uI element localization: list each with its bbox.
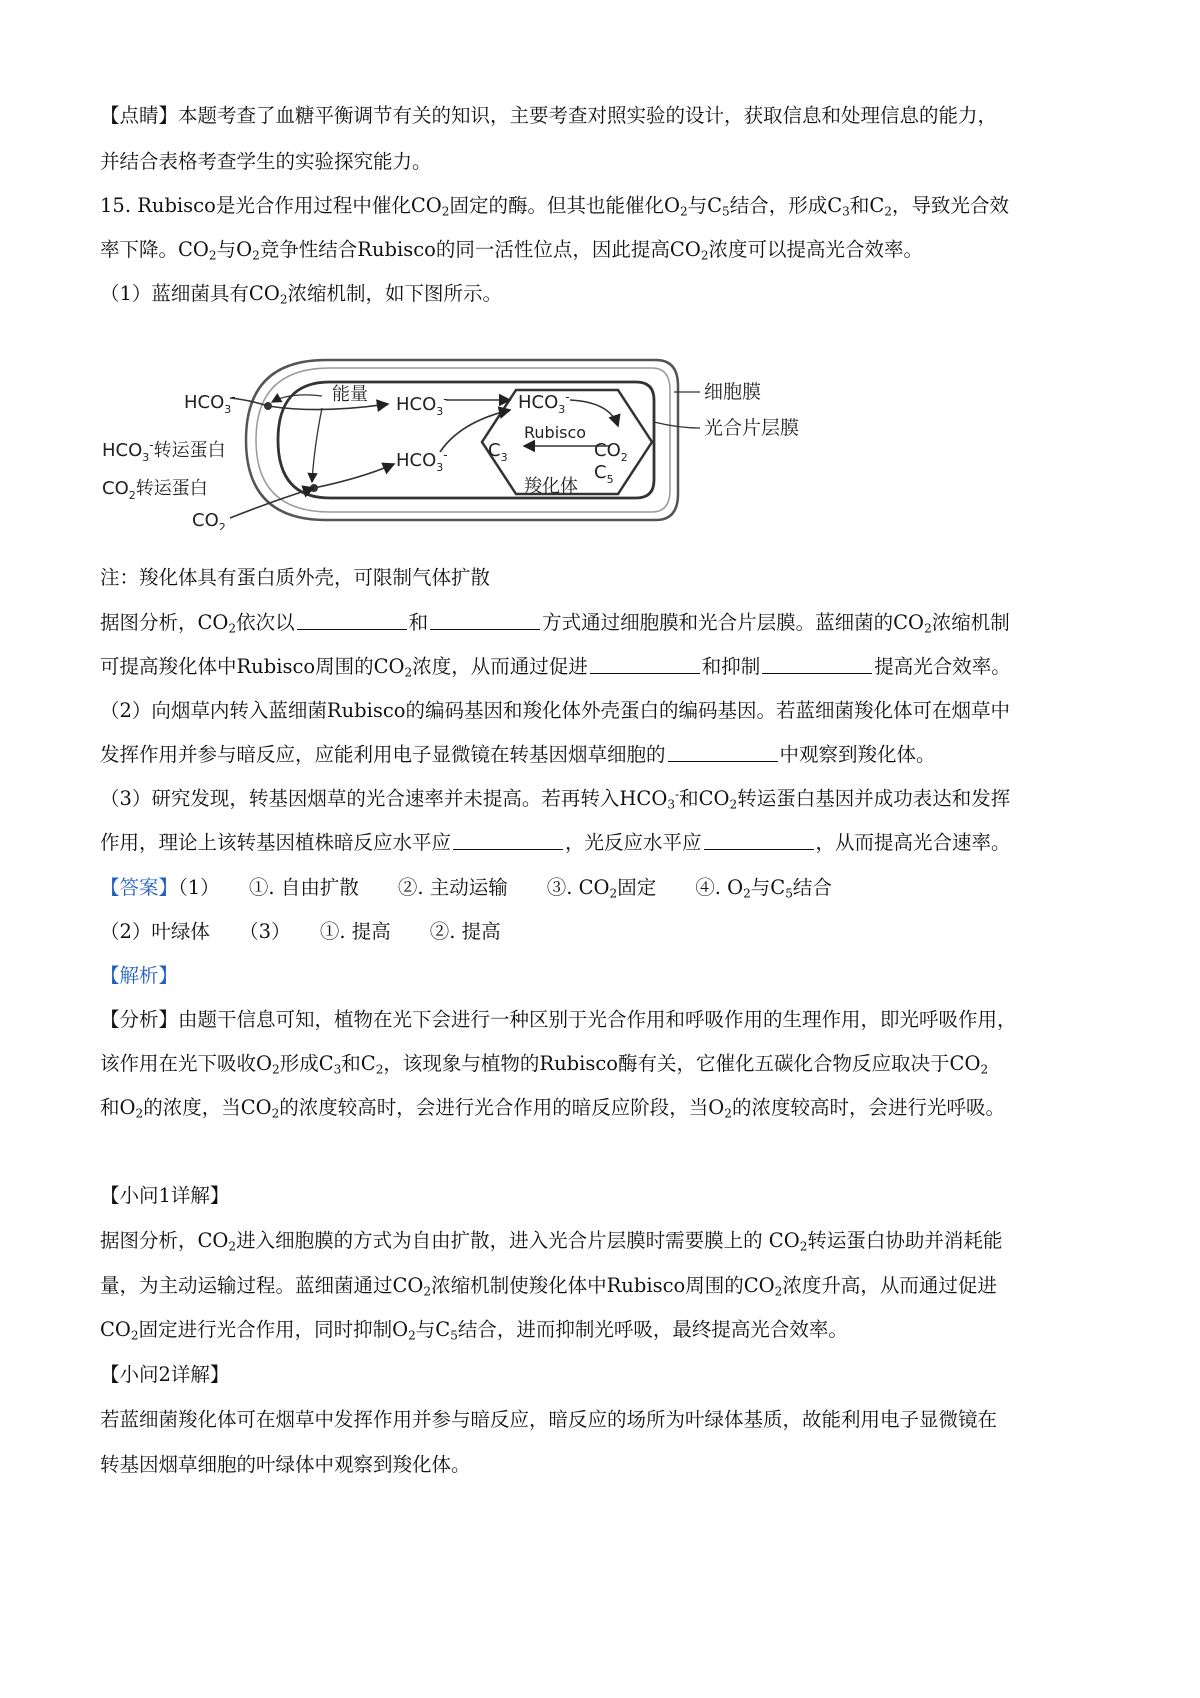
- q15-sub2-line-2: 发挥作用并参与暗反应，应能利用电子显微镜在转基因烟草细胞的 中观察到羧化体。: [100, 743, 936, 766]
- answer-blank[interactable]: [590, 657, 700, 674]
- detail2-tag: 【小问2详解】: [100, 1363, 230, 1386]
- answer-blank[interactable]: [297, 613, 407, 630]
- diagram-note: 注：羧化体具有蛋白质外壳，可限制气体扩散: [100, 566, 491, 589]
- label-rubisco: Rubisco: [524, 423, 587, 442]
- label-hco3-inner-2: $HCO_3^-$: [396, 448, 448, 474]
- answer-blank[interactable]: [453, 833, 563, 850]
- detail2-line-1: 若蓝细菌羧化体可在烟草中发挥作用并参与暗反应，暗反应的场所为叶绿体基质，故能利用电子显微镜在: [100, 1408, 998, 1431]
- dianjing-tag: 【点睛】: [100, 104, 179, 127]
- fenxi-tag: 【分析】: [100, 1008, 179, 1031]
- co2-concentrating-diagram: [100, 352, 880, 530]
- detail1-line-3: $CO_2$固定进行光合作用，同时抑制$O_2$与$C_5$结合，进而抑制光呼吸，最终提高光合效率。: [100, 1318, 848, 1343]
- dianjing-line-2: 并结合表格考查学生的实验探究能力。: [100, 150, 432, 173]
- dianjing-line-1: 【点睛】本题考查了血糖平衡调节有关的知识，主要考查对照实验的设计，获取信息和处理信息的能力，: [100, 104, 998, 127]
- answer-tag: 【答案】: [100, 876, 179, 899]
- arrow-co2-to-hco3: [314, 464, 394, 488]
- analysis-line-3: 和$O_2$的浓度，当$CO_2$的浓度较高时，会进行光合作用的暗反应阶段，当$O_2$的浓度较高时，会进行光呼吸。: [100, 1096, 1005, 1121]
- label-co2-outside: $CO_2$: [192, 510, 226, 530]
- answer-blank[interactable]: [762, 657, 872, 674]
- label-energy: 能量: [332, 384, 368, 405]
- label-c3: $C_3$: [488, 440, 508, 464]
- answer-line-2: （2）叶绿体 （3） ①. 提高 ②. 提高: [100, 920, 501, 943]
- label-carboxysome: 羧化体: [524, 476, 578, 497]
- analysis-line-1: 【分析】由题干信息可知，植物在光下会进行一种区别于光合作用和呼吸作用的生理作用，即光呼吸作用，: [100, 1008, 1017, 1031]
- detail1-tag: 【小问1详解】: [100, 1184, 230, 1207]
- answer-blank[interactable]: [668, 745, 778, 762]
- label-co2-transporter: $CO_2$转运蛋白: [102, 478, 208, 502]
- label-c5: $C_5$: [594, 462, 614, 486]
- q15-line-2: 率下降。$CO_2$与$O_2$竞争性结合Rubisco的同一活性位点，因此提高$CO_2$浓度可以提高光合效率。: [100, 238, 924, 263]
- answer-blank[interactable]: [430, 613, 540, 630]
- analysis-tag: 【解析】: [100, 964, 179, 987]
- q15-sub3-line-1: （3）研究发现，转基因烟草的光合速率并未提高。若再转入$HCO_3^-$和$CO_2$转运蛋白基因并成功表达和发挥: [100, 787, 1011, 812]
- label-thylakoid-membrane: 光合片层膜: [704, 417, 800, 439]
- label-hco3-transporter: $HCO_3^-$转运蛋白: [102, 438, 226, 464]
- q15-sub3-line-2: 作用，理论上该转基因植株暗反应水平应 ，光反应水平应 ，从而提高光合速率。: [100, 831, 1011, 854]
- answer-line-1: 【答案】（1） ①. 自由扩散 ②. 主动运输 ③. $CO_2$固定 ④. $O_2$与$C_5$结合: [100, 876, 832, 901]
- arrow-energy-2: [312, 408, 322, 482]
- label-co2-carboxysome: $CO_2$: [594, 440, 628, 464]
- label-hco3-outside: $HCO_3^-$: [184, 390, 236, 416]
- answer-blank[interactable]: [704, 833, 814, 850]
- detail1-line-2: 量，为主动运输过程。蓝细菌通过$CO_2$浓缩机制使羧化体中Rubisco周围的$CO_2$浓度升高，从而通过促进: [100, 1274, 997, 1299]
- label-hco3-inner-1: $HCO_3^-$: [396, 392, 448, 418]
- arrow-energy-1: [272, 395, 322, 402]
- analysis-line-2: 该作用在光下吸收$O_2$形成$C_3$和$C_2$，该现象与植物的Rubisco酶有关，它催化五碳化合物反应取决于$CO_2$: [100, 1052, 989, 1077]
- q15-sub1-intro: （1）蓝细菌具有$CO_2$浓缩机制，如下图所示。: [100, 282, 503, 307]
- q15-sub2-line-1: （2）向烟草内转入蓝细菌Rubisco的编码基因和羧化体外壳蛋白的编码基因。若蓝细菌羧化体可在烟草中: [100, 699, 1011, 722]
- label-hco3-carboxysome: $HCO_3^-$: [518, 390, 570, 416]
- q15-sub1-line-2: 可提高羧化体中Rubisco周围的$CO_2$浓度，从而通过促进 和抑制 提高光合效率。: [100, 655, 1011, 680]
- q15-sub1-line-1: 据图分析，$CO_2$依次以 和 方式通过细胞膜和光合片层膜。蓝细菌的$CO_2$浓缩机制: [100, 611, 1010, 636]
- detail1-line-1: 据图分析，$CO_2$进入细胞膜的方式为自由扩散，进入光合片层膜时需要膜上的 $CO_2$转运蛋白协助并消耗能: [100, 1229, 1003, 1254]
- q15-line-1: 15. Rubisco是光合作用过程中催化$CO_2$固定的酶。但其也能催化$O_2$与$C_5$结合，形成$C_3$和$C_2$，导致光合效: [100, 194, 1009, 219]
- detail2-line-2: 转基因烟草细胞的叶绿体中观察到羧化体。: [100, 1453, 471, 1476]
- label-cell-membrane: 细胞膜: [704, 381, 762, 403]
